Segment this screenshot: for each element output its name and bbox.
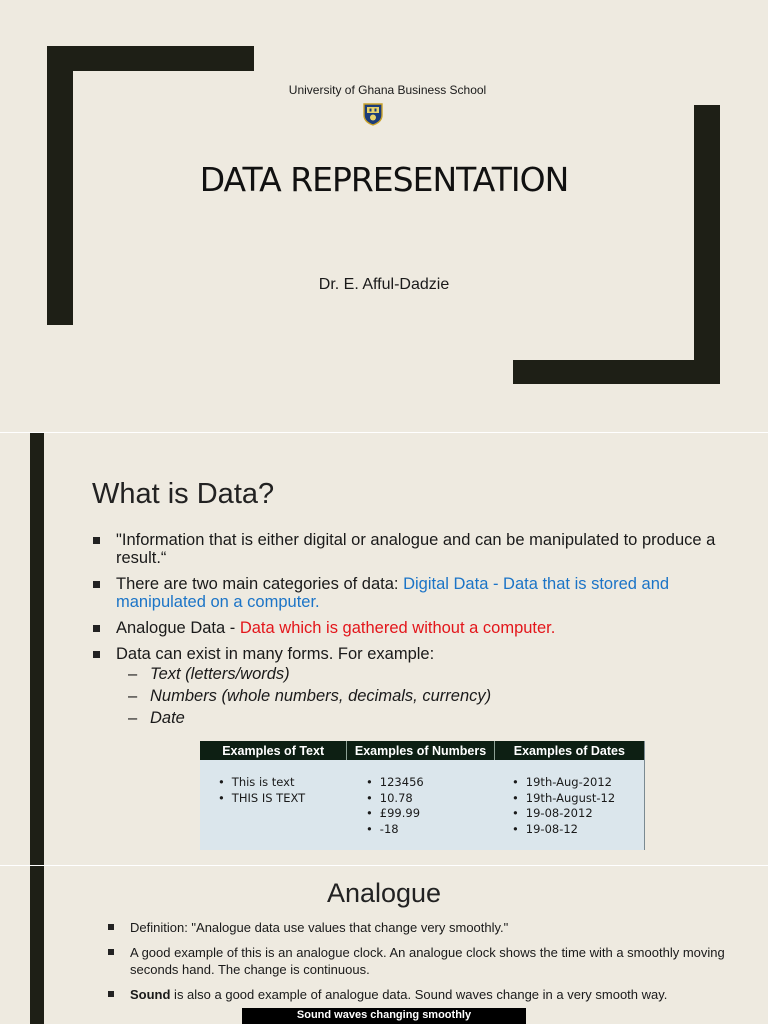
- sub-list: [116, 665, 732, 727]
- square-bullet-icon: [93, 625, 100, 632]
- institution-name: University of Ghana Business School: [288, 83, 487, 97]
- table-cell: • This is text: [218, 775, 348, 791]
- title-slide: [0, 0, 768, 432]
- bullet-text: Data can exist in many forms. For example:: [116, 645, 435, 663]
- text-examples-column: [200, 775, 348, 837]
- digital-data-highlight: Digital Data - Data that is stored and manipulated on a computer.: [116, 575, 670, 611]
- list-item: [108, 944, 728, 978]
- header-number-examples: Examples of Numbers: [347, 741, 494, 760]
- table-cell: • 19th-Aug-2012: [512, 775, 642, 791]
- number-examples-column: [348, 775, 494, 837]
- dash-icon: –: [128, 709, 138, 727]
- bullet-text: Definition: "Analogue data use values that change very smoothly.": [130, 920, 509, 935]
- bold-keyword: Sound: [130, 987, 171, 1002]
- slide-heading: Analogue: [326, 878, 442, 908]
- sub-item-text: Date: [150, 709, 185, 727]
- bullet-list: [108, 919, 728, 1011]
- presentation-title: DATA REPRESENTATION: [199, 160, 569, 199]
- sub-item-text: Numbers (whole numbers, decimals, currency): [150, 687, 492, 705]
- list-item: [92, 645, 732, 727]
- table-cell: • 10.78: [366, 791, 494, 807]
- list-item: [108, 919, 728, 936]
- author-name: Dr. E. Afful-Dadzie: [318, 276, 450, 293]
- header-text-examples: Examples of Text: [200, 741, 347, 760]
- bullet-text: There are two main categories of data:: [116, 575, 404, 593]
- what-is-data-slide: [0, 433, 768, 865]
- bullet-text: Analogue Data -: [116, 619, 240, 637]
- analogue-data-highlight: Data which is gathered without a computer.: [239, 619, 556, 637]
- bullet-list: [92, 531, 732, 735]
- square-bullet-icon: [108, 991, 114, 997]
- list-item: [92, 575, 732, 611]
- table-cell: • 19th-August-12: [512, 791, 642, 807]
- list-item: [92, 531, 732, 567]
- slide-heading: What is Data?: [92, 478, 275, 510]
- bullet-text: A good example of this is an analogue clock. An analogue clock shows the time with a smoothly moving seconds hand. The change is continuous.: [130, 945, 725, 977]
- table-cell: • 19-08-2012: [512, 806, 642, 822]
- examples-table-image: [200, 741, 645, 850]
- square-bullet-icon: [108, 949, 114, 955]
- university-crest-icon: [361, 102, 385, 126]
- dash-icon: –: [128, 665, 138, 683]
- header-date-examples: Examples of Dates: [513, 743, 625, 758]
- square-bullet-icon: [93, 651, 100, 658]
- sub-list-item: [116, 665, 732, 683]
- frame-bottom-right-horizontal: [513, 360, 720, 384]
- sub-list-item: [116, 709, 732, 727]
- examples-table-body: [200, 760, 644, 837]
- frame-top-left-horizontal: [47, 46, 254, 71]
- list-item: [92, 619, 732, 637]
- frame-bottom-right-vertical: [694, 105, 720, 384]
- square-bullet-icon: [93, 581, 100, 588]
- table-cell: • £99.99: [366, 806, 494, 822]
- bullet-text: "Information that is either digital or analogue and can be manipulated to produce a result.“: [116, 531, 716, 567]
- sub-item-text: Text (letters/words): [150, 665, 290, 683]
- square-bullet-icon: [93, 537, 100, 544]
- table-cell: • -18: [366, 822, 494, 838]
- sub-list-item: [116, 687, 732, 705]
- table-cell: • 123456: [366, 775, 494, 791]
- examples-table-header: [200, 741, 644, 760]
- date-examples-column: [494, 775, 642, 837]
- list-item: [108, 986, 728, 1003]
- table-cell: • THIS IS TEXT: [218, 791, 348, 807]
- table-cell: • 19-08-12: [512, 822, 642, 838]
- slide-accent-bar: [30, 433, 44, 865]
- sound-wave-image-caption: Sound waves changing smoothly: [242, 1008, 526, 1024]
- bullet-text: is also a good example of analogue data. Sound waves change in a very smooth way.: [170, 987, 668, 1002]
- analogue-slide: [0, 866, 768, 1024]
- dash-icon: –: [128, 687, 138, 705]
- square-bullet-icon: [108, 924, 114, 930]
